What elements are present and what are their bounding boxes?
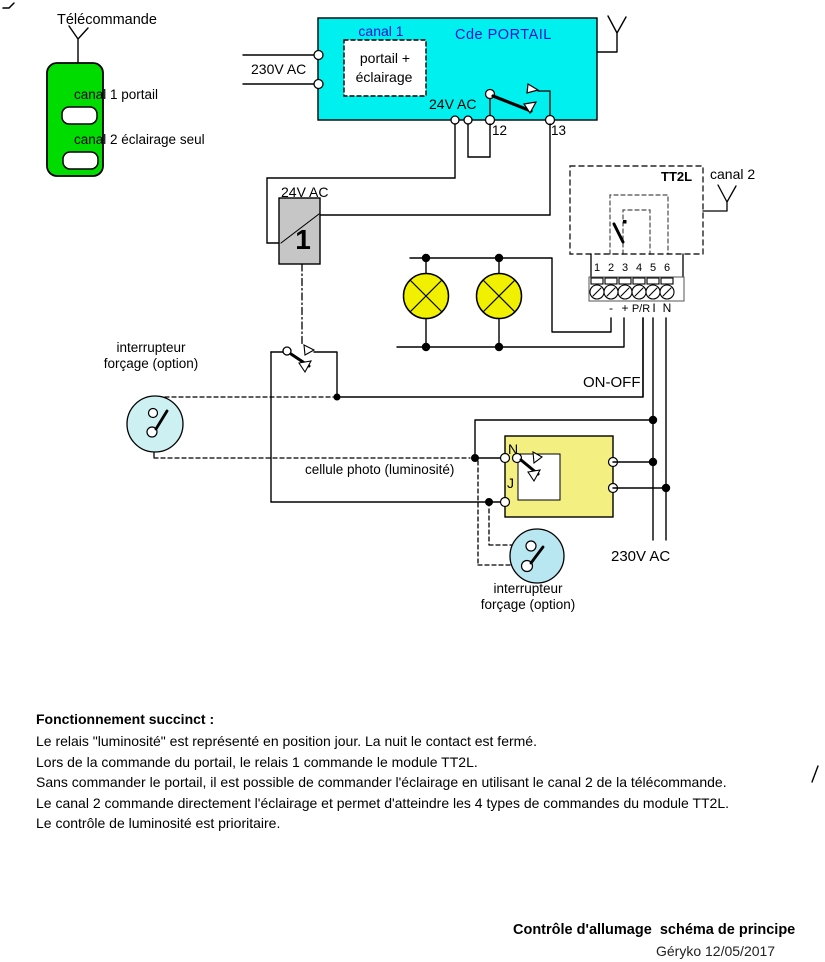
tt2l-terminal-number: 2	[607, 262, 615, 274]
notes-line: Le canal 2 commande directement l'éclairage et permet d'atteindre les 4 types de commandes du module TT2L.	[36, 794, 730, 811]
terminal-circle	[464, 116, 472, 124]
terminal-circle	[314, 80, 323, 89]
corner-squiggle-mark	[3, 3, 14, 8]
notes-line: Le contrôle de luminosité est prioritaire.	[36, 815, 281, 832]
terminal-12-label: 12	[492, 123, 508, 138]
notes-line: Le relais "luminosité" est représenté en position jour. La nuit le contact est fermé.	[36, 733, 537, 749]
switch1-body	[127, 396, 183, 452]
cellule-j-label: J	[507, 475, 514, 491]
terminal-circle	[451, 116, 459, 124]
tt2l-terminal-number: 5	[649, 262, 657, 274]
tt2l-terminal-number: 1	[593, 262, 601, 274]
forcage1-dashed-wires	[154, 397, 470, 458]
tt2l-terminal-number: 4	[635, 262, 643, 274]
on-off-label: ON-OFF	[583, 374, 641, 391]
tt2l-inner-box-1	[610, 195, 668, 254]
notes-heading: Fonctionnement succinct :	[36, 711, 215, 727]
notes-line: Lors de la commande du portail, le relais 1 commande le module TT2L.	[36, 753, 478, 770]
tt2l-pin-label-plus: +	[621, 301, 629, 315]
author-signature: Géryko 12/05/2017	[656, 943, 776, 959]
canal1-label: canal 1	[358, 23, 404, 39]
drawing-title: Contrôle d'allumage schéma de principe	[513, 922, 796, 938]
junction-dot	[496, 255, 503, 262]
cellule-n-label: N	[508, 441, 519, 457]
tt2l-module	[570, 166, 736, 301]
tt2l-inner-box-2	[623, 210, 650, 254]
remote-antenna-icon	[69, 26, 88, 63]
canal2-label: canal 2	[710, 166, 756, 182]
tt2l-name-label: TT2L	[661, 169, 693, 184]
junction-dot	[496, 344, 503, 351]
terminal-circle	[314, 51, 323, 60]
terminal-13-label: 13	[551, 123, 567, 138]
tt2l-pin-label-pr: P/R	[631, 303, 651, 315]
relay1-voltage-label: 24V AC	[281, 184, 329, 200]
supply-side-wires	[613, 462, 666, 488]
interrupteur1-label-line1: interrupteur	[116, 340, 186, 355]
terminal-circle	[501, 498, 510, 507]
canal1-function-line1: portail +	[359, 50, 411, 66]
mains-230v-label: 230V AC	[251, 61, 307, 77]
tt2l-pin-wires	[643, 318, 670, 540]
tt2l-contact-blade	[614, 224, 623, 242]
controller-antenna-icon	[597, 16, 626, 52]
controller-title: Cde PORTAIL	[455, 27, 552, 43]
tt2l-pin-label-minus: -	[609, 301, 613, 315]
interrupteur-forcage-1	[127, 396, 183, 452]
tt2l-contact-dot	[623, 220, 627, 224]
tt2l-terminal-number: 3	[621, 262, 629, 274]
canal1-function-line2: éclairage	[355, 69, 413, 85]
relay1-contact	[271, 345, 337, 502]
remote-button-canal1	[62, 107, 97, 124]
margin-slash-mark	[812, 766, 818, 782]
cellule-photo-label: cellule photo (luminosité)	[305, 462, 455, 477]
tt2l-terminal-number: 6	[663, 262, 671, 274]
interrupteur2-label-line2: forçage (option)	[480, 597, 576, 612]
interrupteur2-label-line1: interrupteur	[493, 581, 563, 596]
supply-230v-label: 230V AC	[611, 548, 671, 565]
junction-dot	[423, 255, 430, 262]
contact-leads	[271, 352, 337, 502]
canal2-antenna-icon	[703, 185, 736, 211]
output-24v-label: 24V AC	[429, 96, 477, 112]
junction-dot	[423, 344, 430, 351]
junction-dot	[472, 455, 479, 462]
notes-line: Sans commander le portail, il est possible de commander l'éclairage en utilisant le canal 2 de la télécommande.	[36, 774, 727, 791]
telecommande-label: Télécommande	[57, 12, 157, 28]
tt2l-pin-label-n: N	[662, 301, 672, 315]
tt2l-pin-label-i: I	[652, 301, 656, 315]
remote-canal1-label: canal 1 portail	[74, 87, 159, 102]
canal1-inner-box	[344, 40, 426, 96]
remote-button-canal2	[63, 152, 98, 169]
notes-block	[36, 711, 729, 834]
relay1-number: 1	[295, 224, 311, 255]
relay-1	[279, 198, 320, 346]
remote-canal2-label: canal 2 éclairage seul	[74, 132, 205, 147]
contact-arrow	[304, 345, 314, 355]
lamps	[397, 255, 624, 351]
interrupteur1-label-line2: forçage (option)	[103, 356, 199, 371]
